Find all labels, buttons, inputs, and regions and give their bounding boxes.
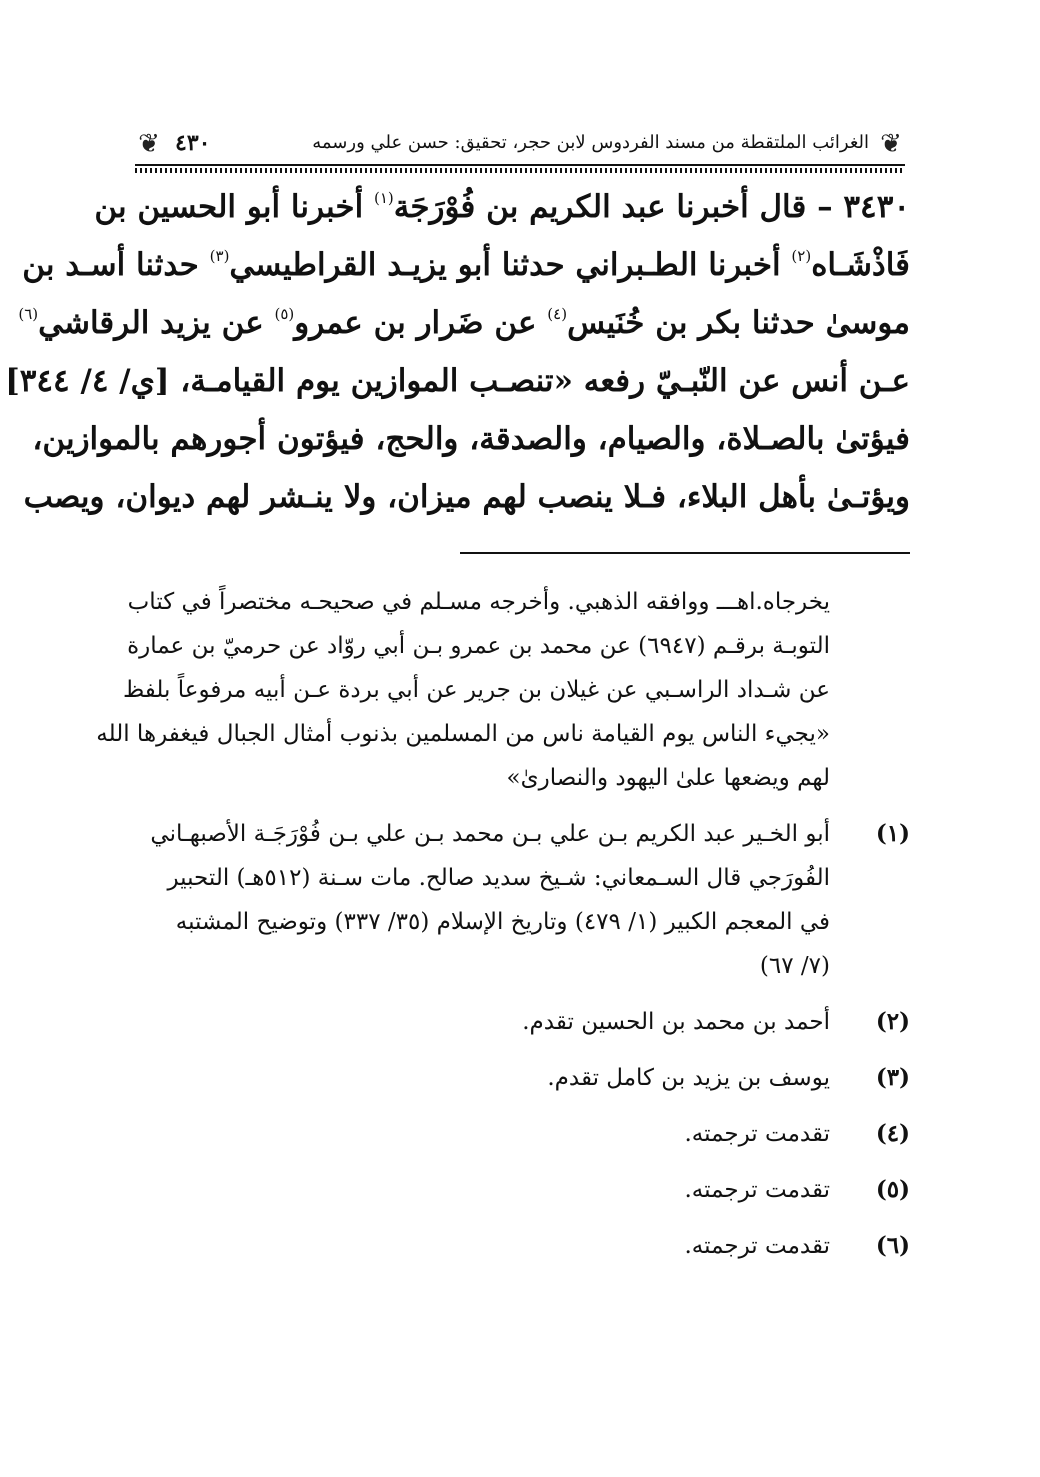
footnote-number: (٣)	[875, 1064, 910, 1091]
footnote-ref[interactable]: (٦)	[18, 305, 39, 323]
text-run: أخبرنا الطـبراني حدثنا أبو يزيـد القراطيسي	[229, 247, 792, 283]
footnote-text	[130, 1224, 830, 1268]
footnote-line: تقدمت ترجمته.	[684, 1177, 830, 1203]
footnote-separator	[460, 552, 910, 554]
footnote-line: «يجيء الناس يوم القيامة ناس من المسلمين بذنوب أمثال الجبال فيغفرها الله	[96, 721, 830, 747]
footnote-line: تقدمت ترجمته.	[684, 1121, 830, 1147]
footnote-item	[130, 1168, 910, 1212]
text-run: فَاذْشَـاه	[811, 247, 910, 283]
main-line	[18, 294, 910, 352]
header-rule-pattern	[135, 168, 905, 173]
footnote-text	[130, 1112, 830, 1156]
main-line: فيؤتىٰ بالصـلاة، والصيام، والصدقة، والحج، فيؤتون أجورهم بالموازين،	[32, 421, 910, 457]
footnote-line: يوسف بن يزيد بن كامل تقدم.	[547, 1065, 830, 1091]
ornament-right-icon: ❦	[880, 129, 902, 159]
footnote-number: (٢)	[875, 1008, 910, 1035]
footnote-item	[130, 1224, 910, 1268]
footnote-number: (٤)	[875, 1120, 910, 1147]
header-rule	[135, 164, 905, 166]
main-line	[94, 178, 910, 236]
footnote-item	[130, 1112, 910, 1156]
ornament-left-icon: ❦	[138, 129, 160, 159]
main-line	[22, 236, 910, 294]
page-number: ٤٣٠	[175, 130, 211, 156]
text-run: موسىٰ حدثنا بكر بن خُنَيس	[567, 305, 910, 341]
footnote-ref[interactable]: (٥)	[274, 305, 295, 323]
footnote-line: (٧/ ٦٧)	[759, 953, 830, 979]
footnote-ref[interactable]: (٢)	[791, 247, 812, 265]
text-run: عن ضَرار بن عمرو	[294, 305, 548, 341]
footnote-ref[interactable]: (٤)	[547, 305, 568, 323]
footnote-item	[130, 812, 910, 988]
footnote-line: لهم ويضعها علىٰ اليهود والنصارىٰ»	[506, 765, 830, 791]
footnote-line: الفُورَجي قال السـمعاني: شـيخ سديد صالح. مات سـنة (٥١٢هـ) التحبير	[167, 865, 830, 891]
footnote-line: أحمد بن محمد بن الحسين تقدم.	[522, 1009, 830, 1035]
footnote-number: (١)	[875, 820, 910, 847]
main-line: ويؤتـىٰ بأهل البلاء، فـلا ينصب لهم ميزان، ولا ينـشر لهم ديوان، ويصب	[23, 479, 910, 515]
text-run: ٣٤٣٠ – قال أخبرنا عبد الكريم بن فُوْرَجَة	[393, 189, 910, 225]
footnote-number: (٥)	[875, 1176, 910, 1203]
footnote-number: (٦)	[875, 1232, 910, 1259]
footnote-line: تقدمت ترجمته.	[684, 1233, 830, 1259]
running-title: الغرائب الملتقطة من مسند الفردوس لابن حجر، تحقيق: حسن علي ورسمه	[312, 132, 869, 153]
footnote-line: أبو الخـير عبد الكريم بـن علي بـن محمد بـن علي بـن فُوْرَجَـة الأصبهـاني	[150, 821, 830, 847]
footnotes	[96, 580, 910, 1268]
footnote-line: عن شـداد الراسـبي عن غيلان بن جرير عن أبي بردة عـن أبيه مرفوعاً بلفظ	[122, 677, 830, 703]
footnote-continuation	[96, 580, 910, 800]
text-run: حدثنا أسـد بن	[22, 247, 210, 283]
footnote-text	[130, 1000, 830, 1044]
footnote-ref[interactable]: (١)	[373, 189, 394, 207]
footnote-text	[130, 812, 830, 988]
main-line: عـن أنس عن النّبـيّ رفعه «تنصـب الموازين يوم القيامـة، [ي/ ٤/ ٣٤٤]	[5, 363, 910, 399]
footnote-text	[130, 1168, 830, 1212]
footnote-item	[130, 1000, 910, 1044]
footnote-text	[130, 1056, 830, 1100]
text-run: عن يزيد الرقاشي	[38, 305, 275, 341]
footnote-item	[130, 1056, 910, 1100]
text-run: أخبرنا أبو الحسين بن	[94, 189, 374, 225]
footnote-line: في المعجم الكبير (١/ ٤٧٩) وتاريخ الإسلام (٣٥/ ٣٣٧) وتوضيح المشتبه	[175, 909, 830, 935]
page-header	[135, 120, 905, 176]
footnote-line: يخرجاه.اهـــ ووافقه الذهبي. وأخرجه مسـلم في صحيحـه مختصراً في كتاب	[127, 589, 830, 615]
footnote-ref[interactable]: (٣)	[209, 247, 230, 265]
hadith-text	[5, 178, 910, 526]
footnote-line: التوبـة برقـم (٦٩٤٧) عن محمد بن عمرو بـن أبي روّاد عن حرميّ بن عمارة	[127, 633, 830, 659]
